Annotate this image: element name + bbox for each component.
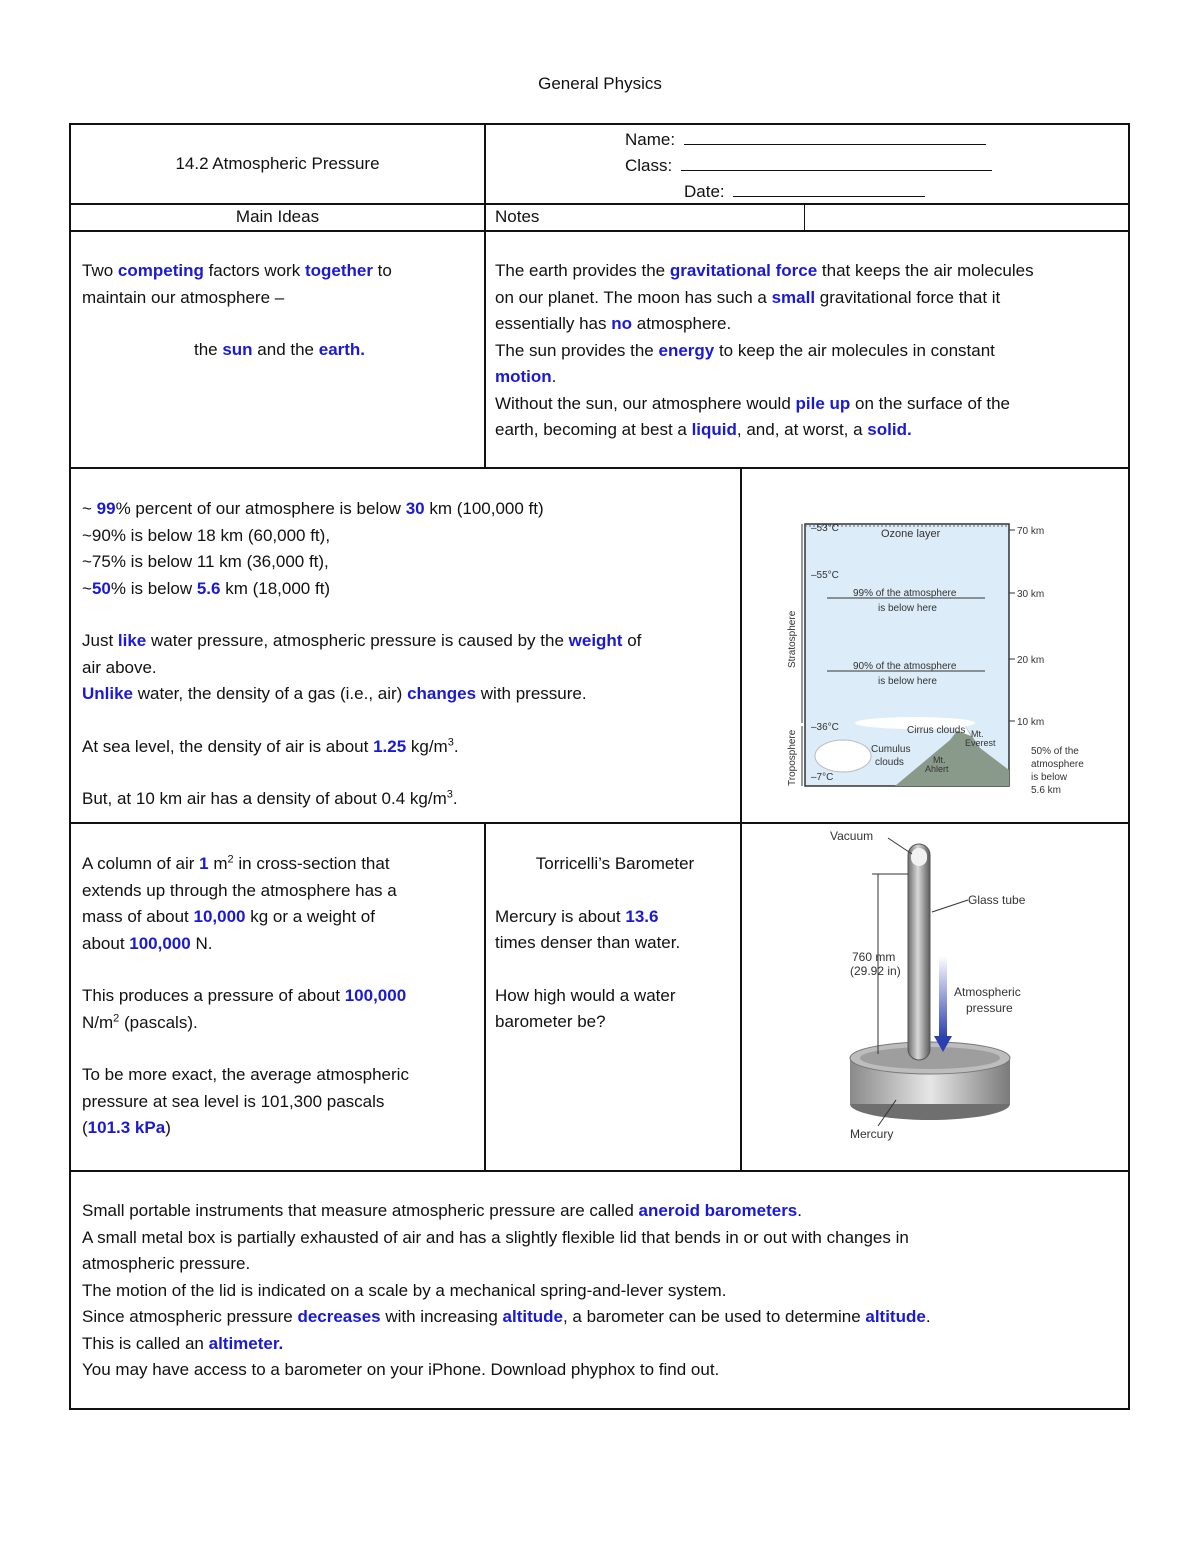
svg-text:–53°C: –53°C <box>811 523 839 534</box>
section-title: 14.2 Atmospheric Pressure <box>175 154 380 173</box>
page-title: General Physics <box>538 74 662 93</box>
name-label: Name: <box>625 130 676 149</box>
barometer-diagram <box>820 826 1060 1146</box>
name-row <box>625 126 986 154</box>
svg-text:Troposphere: Troposphere <box>787 729 798 786</box>
svg-text:Mt.: Mt. <box>933 755 946 765</box>
svg-text:Glass tube: Glass tube <box>968 893 1026 907</box>
svg-text:pressure: pressure <box>966 1001 1013 1015</box>
column-divider <box>804 204 805 231</box>
svg-text:Vacuum: Vacuum <box>830 829 874 843</box>
svg-text:Mercury: Mercury <box>850 1127 894 1141</box>
column-divider <box>484 123 486 469</box>
svg-text:Ozone layer: Ozone layer <box>881 528 941 540</box>
name-field[interactable] <box>684 126 986 145</box>
main-idea-text: Two competing factors work together to maintain our atmosphere – the sun and the earth. <box>82 261 392 359</box>
svg-text:Ahlert: Ahlert <box>925 764 949 774</box>
svg-text:clouds: clouds <box>875 757 904 768</box>
svg-text:10 km: 10 km <box>1017 717 1045 728</box>
svg-text:Cirrus clouds: Cirrus clouds <box>907 725 966 736</box>
svg-text:is below: is below <box>1031 772 1068 783</box>
date-field[interactable] <box>733 178 925 197</box>
svg-text:–36°C: –36°C <box>811 722 839 733</box>
date-label: Date: <box>684 182 725 201</box>
row-divider <box>69 1170 1130 1172</box>
svg-text:760 mm: 760 mm <box>852 950 896 964</box>
svg-text:99% of the atmosphere: 99% of the atmosphere <box>853 588 957 599</box>
svg-text:Atmospheric: Atmospheric <box>954 985 1021 999</box>
row-divider <box>69 467 1130 469</box>
svg-text:is below here: is below here <box>878 603 937 614</box>
class-label: Class: <box>625 156 673 175</box>
date-row <box>684 178 925 206</box>
svg-text:Cumulus: Cumulus <box>871 744 911 755</box>
aneroid-barometer-text: Small portable instruments that measure atmospheric pressure are called aneroid barometers. A small metal box is partially exhausted of air and has a slightly flexible lid that bends in or out with changes in atmospheric pressure. The motion of the lid is indicated on a scale by a mechanical spring-and-lever system. Since atmospheric pressure decreases with increasing altitude, a barometer can be used to determine altitude. This is called an altimeter. You may have access to a barometer on your iPhone. Download phyphox to find out. <box>82 1201 931 1379</box>
atmosphere-facts: ~ 99% percent of our atmosphere is below 30 km (100,000 ft) ~90% is below 18 km (60,000 ft), ~75% is below 11 km (36,000 ft), ~50% is below 5.6 km (18,000 ft) Just like water pressure, atmospheric pressure is caused by the weight of air above. Unlike water, the density of a gas (i.e., air) changes with pressure. At sea level, the density of air is about 1.25 $kg/m^3$. But, at 10 km air has a density of about 0.4 $kg/m^3$. <box>82 499 642 808</box>
air-column-text: A column of air 1 $m^2$ in cross-section that extends up through the atmosphere has a mass of about 10,000 kg or a weight of about 100,000 N. This produces a pressure of about 100,000 $N/m^2$ (pascals). To be more exact, the average atmospheric pressure at sea level is 101,300 pascals (101.3 kPa) <box>82 853 409 1137</box>
class-field[interactable] <box>681 152 992 171</box>
svg-text:5.6 km: 5.6 km <box>1031 785 1062 796</box>
svg-text:Mt.: Mt. <box>971 729 984 739</box>
row-divider <box>69 822 1130 824</box>
column-divider <box>740 467 742 1172</box>
atmosphere-layers-diagram <box>775 518 1095 798</box>
svg-text:atmosphere: atmosphere <box>1031 759 1084 770</box>
class-row <box>625 152 992 180</box>
svg-text:30 km: 30 km <box>1017 589 1045 600</box>
svg-text:Everest: Everest <box>965 738 996 748</box>
notes-text: The earth provides the gravitational force that keeps the air molecules on our planet. The moon has such a small gravitational force that it essentially has no atmosphere. The sun provides the energy to keep the air molecules in constant motion. Without the sun, our atmosphere would pile up on the surface of the earth, becoming at best a liquid, and, at worst, a solid. <box>495 261 1034 439</box>
svg-text:Stratosphere: Stratosphere <box>787 610 798 668</box>
svg-text:(29.92 in): (29.92 in) <box>850 964 901 978</box>
svg-text:90% of the atmosphere: 90% of the atmosphere <box>853 661 957 672</box>
main-ideas-header: Main Ideas <box>235 207 320 226</box>
torricelli-text: Torricelli’s Barometer Mercury is about 13.6 times denser than water. How high would a water barometer be? <box>495 854 695 1031</box>
column-divider <box>484 822 486 1172</box>
notes-header: Notes <box>495 207 540 226</box>
svg-text:is below here: is below here <box>878 676 937 687</box>
svg-text:–7°C: –7°C <box>811 772 834 783</box>
svg-text:–55°C: –55°C <box>811 570 839 581</box>
svg-text:70 km: 70 km <box>1017 526 1045 537</box>
svg-text:50% of the: 50% of the <box>1031 746 1079 757</box>
svg-text:20 km: 20 km <box>1017 655 1045 666</box>
